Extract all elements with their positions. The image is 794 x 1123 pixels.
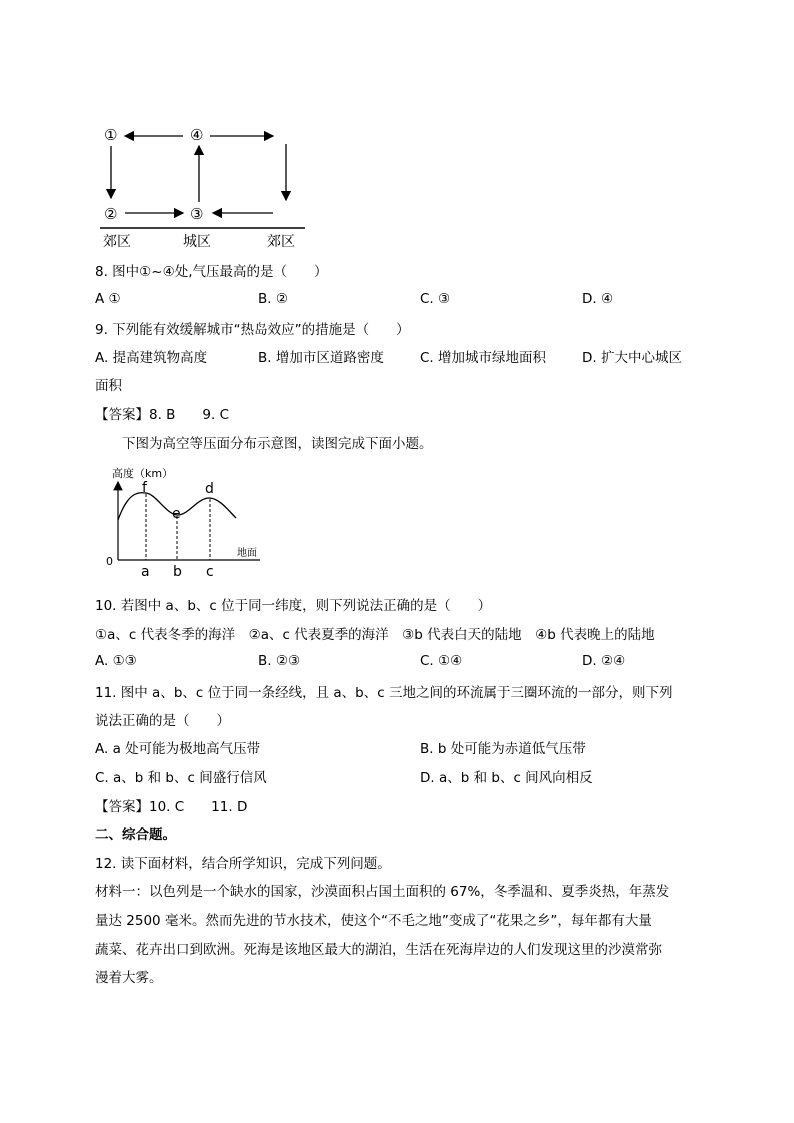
node-4: ④ bbox=[190, 126, 204, 144]
isobaric-surface-diagram bbox=[100, 462, 270, 582]
q8-option-c: C. ③ bbox=[420, 291, 451, 307]
answer-label: 【答案】 bbox=[95, 407, 149, 423]
q10-option-b: B. ②③ bbox=[258, 653, 301, 669]
answer-2 bbox=[95, 795, 247, 815]
answer-text: 10. C 11. D bbox=[149, 799, 248, 815]
q11-option-d: D. a、b 和 b、c 间风向相反 bbox=[420, 770, 593, 786]
label-urban: 城区 bbox=[183, 234, 211, 250]
intro-2: 下图为高空等压面分布示意图，读图完成下面小题。 bbox=[122, 436, 433, 452]
q12-material-line: 材料一：以色列是一个缺水的国家，沙漠面积占国土面积的 67%，冬季温和、夏季炎热，年蒸发 bbox=[95, 884, 670, 900]
q10-option-d: D. ②④ bbox=[582, 653, 626, 669]
q8-stem: 8. 图中①~④处,气压最高的是（ ） bbox=[95, 264, 328, 280]
node-2: ② bbox=[104, 205, 118, 223]
answer-text: 8. B 9. C bbox=[149, 407, 230, 423]
q12-material-line: 蔬菜、花卉出口到欧洲。死海是该地区最大的湖泊，生活在死海岸边的人们发现这里的沙漠常弥 bbox=[95, 942, 662, 958]
q11-option-c: C. a、b 和 b、c 间盛行信风 bbox=[95, 770, 267, 786]
label-b: b bbox=[173, 564, 182, 580]
label-f: f bbox=[142, 480, 147, 496]
q9-option-c: C. 增加城市绿地面积 bbox=[420, 350, 547, 366]
q11-option-b: B. b 处可能为赤道低气压带 bbox=[420, 741, 586, 757]
label-a: a bbox=[141, 564, 150, 580]
label-suburb-left: 郊区 bbox=[103, 234, 131, 250]
q10-stem: 10. 若图中 a、b、c 位于同一纬度，则下列说法正确的是（ ） bbox=[95, 598, 492, 614]
answer-1 bbox=[95, 403, 229, 423]
q10-option-c: C. ①④ bbox=[420, 653, 463, 669]
origin-label: 0 bbox=[106, 555, 113, 568]
node-3: ③ bbox=[190, 205, 204, 223]
q12-material-line: 漫着大雾。 bbox=[95, 970, 163, 986]
q9-option-b: B. 增加市区道路密度 bbox=[258, 350, 384, 366]
q9-option-d-wrap: 面积 bbox=[95, 378, 122, 394]
q9-option-a: A. 提高建筑物高度 bbox=[95, 350, 208, 366]
q10-statements: ①a、c 代表冬季的海洋 ②a、c 代表夏季的海洋 ③b 代表白天的陆地 ④b 代表晚上的陆地 bbox=[95, 627, 655, 643]
label-c: c bbox=[206, 564, 214, 580]
label-suburb-right: 郊区 bbox=[267, 234, 295, 250]
answer-label: 【答案】 bbox=[95, 799, 149, 815]
q11-option-a: A. a 处可能为极地高气压带 bbox=[95, 741, 261, 757]
q10-option-a: A. ①③ bbox=[95, 653, 137, 669]
q9-option-d: D. 扩大中心城区 bbox=[582, 350, 682, 366]
q11-stem-line1: 11. 图中 a、b、c 位于同一条经线，且 a、b、c 三地之间的环流属于三圈环流的一部分，则下列 bbox=[95, 685, 673, 701]
q12-stem: 12. 读下面材料，结合所学知识，完成下列问题。 bbox=[95, 856, 391, 872]
section-heading: 二、综合题。 bbox=[95, 827, 176, 843]
label-d: d bbox=[205, 481, 214, 497]
q8-option-d: D. ④ bbox=[582, 291, 614, 307]
heat-island-circulation-diagram bbox=[95, 122, 315, 252]
node-1: ① bbox=[104, 126, 118, 144]
ground-label: 地面 bbox=[237, 548, 257, 559]
y-axis-label: 高度（km） bbox=[112, 467, 174, 480]
q9-stem: 9. 下列能有效缓解城市“热岛效应”的措施是（ ） bbox=[95, 322, 410, 338]
q8-option-a: A ① bbox=[95, 291, 121, 307]
label-e: e bbox=[172, 506, 181, 522]
q8-option-b: B. ② bbox=[258, 291, 288, 307]
q12-material-line: 量达 2500 毫米。然而先进的节水技术，使这个“不毛之地”变成了“花果之乡”，每年都有大量 bbox=[95, 913, 652, 929]
q11-stem-line2: 说法正确的是（ ） bbox=[95, 713, 230, 729]
